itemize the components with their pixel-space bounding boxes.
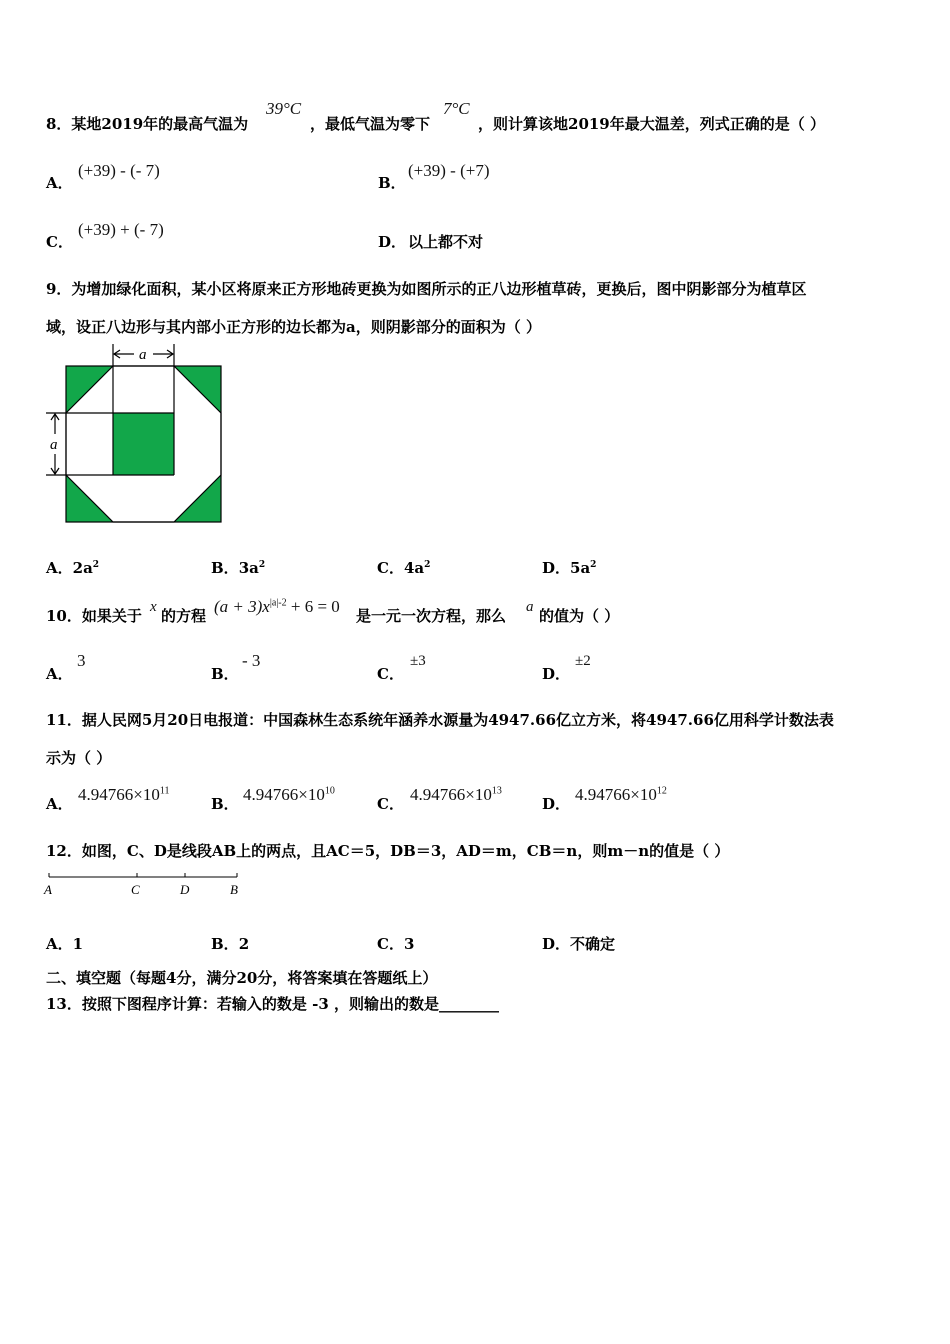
q10-option-c-expr: ±3 [410, 653, 426, 669]
point-label-d: D [180, 882, 190, 897]
q10-stem-start: 10．如果关于 [46, 607, 142, 625]
q10-stem-mid: 的方程 [161, 607, 207, 625]
q8-low-temp: 7°C [443, 99, 470, 118]
q10-option-d-letter: D． [542, 665, 571, 683]
q12-option-d: D．不确定 [542, 935, 616, 953]
q10-var-a: a [526, 599, 534, 615]
q12-stem: 12．如图，C、D是线段AB上的两点，且AC＝5，DB＝3，AD＝m，CB＝n，则m－n的值是（ ） [46, 842, 730, 860]
q10-var-x: x [150, 599, 157, 615]
q11-stem-line2: 示为（ ） [46, 749, 112, 767]
figure-label-a-top: a [139, 347, 147, 363]
q8-option-d-text: 以上都不对 [408, 233, 484, 251]
figure-label-a-left: a [50, 437, 58, 453]
q8-high-temp: 39°C [266, 99, 302, 118]
point-label-a: A [44, 882, 52, 897]
q9-stem-line1: 9．为增加绿化面积，某小区将原来正方形地砖更换为如图所示的正八边形植草砖，更换后，图中阴影部分为植草区 [46, 280, 807, 298]
q10-option-a-expr: 3 [77, 651, 86, 670]
q11-option-b-expr: $4.94766\times 10^{10}$ [243, 785, 335, 804]
q10-stem-end2: 的值为（ ） [539, 607, 620, 625]
q11-option-c-letter: C． [377, 795, 404, 813]
q9-stem-line2: 域，设正八边形与其内部小正方形的边长都为a，则阴影部分的面积为（ ） [46, 318, 541, 336]
q11-option-a-letter: A． [46, 795, 73, 813]
q8-option-c-expr: (+39) + (- 7) [78, 220, 164, 239]
q12-option-b: B．2 [211, 935, 250, 953]
q9-option-b: B．$3a^2$ [211, 559, 266, 577]
shaded-center-square [113, 413, 174, 475]
q8-option-a-letter: A． [46, 174, 73, 192]
q10-equation: $(a + 3)x^{|a|-2} + 6 = 0$ [214, 597, 340, 616]
q11-option-c-expr: $4.94766\times 10^{13}$ [410, 785, 502, 804]
point-label-b: B [230, 882, 238, 897]
q10-option-b-letter: B． [211, 665, 239, 683]
q10-option-a-letter: A． [46, 665, 73, 683]
octagon-tile-figure [40, 342, 230, 528]
q10-option-c-letter: C． [377, 665, 404, 683]
q11-option-d-expr: $4.94766\times 10^{12}$ [575, 785, 667, 804]
section2-title: 二、填空题（每题4分，满分20分，将答案填在答题纸上） [46, 969, 438, 987]
q9-option-c: C．$4a^2$ [377, 559, 431, 577]
q13-stem: 13．按照下图程序计算：若输入的数是 -3 ，则输出的数是________ [46, 995, 499, 1013]
q8-stem-mid: ，最低气温为零下 [310, 115, 431, 133]
q11-option-a-expr: $4.94766\times 10^{11}$ [78, 785, 170, 804]
q11-option-d-letter: D． [542, 795, 571, 813]
q10-stem-end: 是一元一次方程，那么 [356, 607, 507, 625]
q8-option-a-expr: (+39) - (- 7) [78, 161, 160, 180]
q8-stem-start: 8．某地2019年的最高气温为 [46, 115, 249, 133]
q10-option-b-expr: - 3 [242, 651, 261, 670]
q10-option-d-expr: ±2 [575, 653, 591, 669]
q9-option-a: A．$2a^2$ [46, 559, 100, 577]
q8-stem-end: ，则计算该地2019年最大温差，列式正确的是（ ） [478, 115, 825, 133]
q11-option-b-letter: B． [211, 795, 239, 813]
q8-option-c-letter: C． [46, 233, 73, 251]
q8-option-b-expr: (+39) - (+7) [408, 161, 490, 180]
q8-option-b-letter: B． [378, 174, 406, 192]
q12-option-c: C．3 [377, 935, 415, 953]
q12-option-a: A．1 [46, 935, 84, 953]
q11-stem-line1: 11．据人民网5月20日电报道：中国森林生态系统年涵养水源量为4947.66亿立方米，将4947.66亿用科学计数法表 [46, 711, 834, 729]
line-segment-figure [40, 868, 250, 900]
q9-option-d: D．$5a^2$ [542, 559, 597, 577]
q8-option-d-letter: D． [378, 233, 407, 251]
point-label-c: C [131, 882, 140, 897]
